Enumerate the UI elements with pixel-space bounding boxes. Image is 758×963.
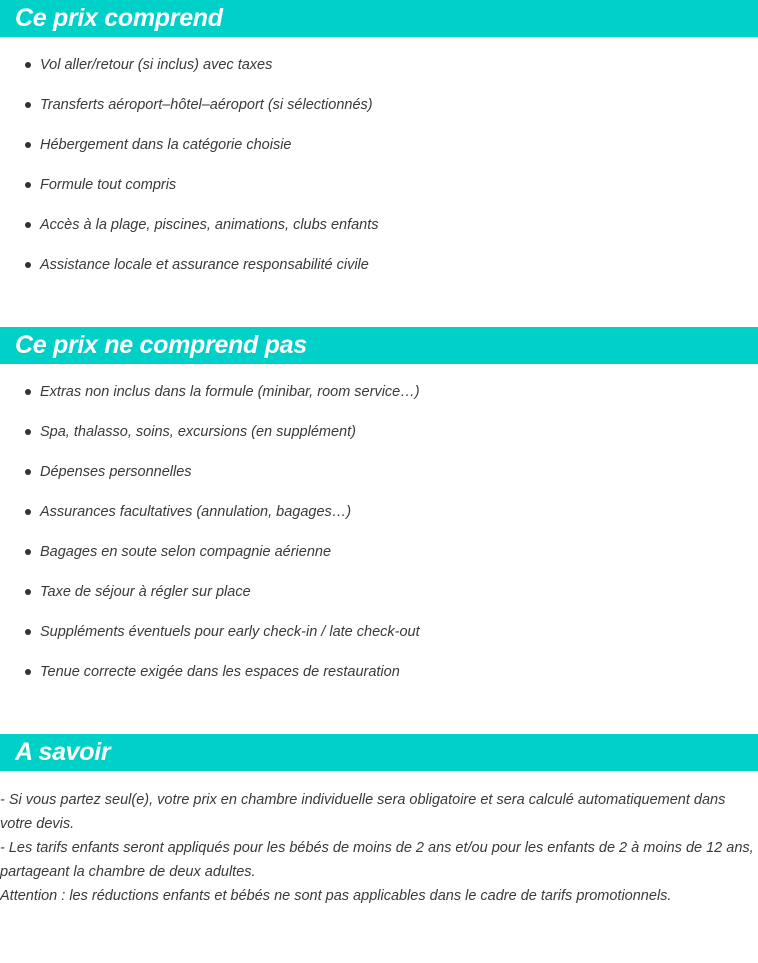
bullet-icon	[25, 222, 31, 228]
list-item	[0, 55, 379, 95]
list-item-text: Vol aller/retour (si inclus) avec taxes	[40, 57, 273, 73]
good-to-know-notes	[0, 788, 755, 908]
list-item-text: Tenue correcte exigée dans les espaces de restauration	[40, 664, 400, 680]
list-item-text: Accès à la plage, piscines, animations, clubs enfants	[40, 217, 379, 233]
list-item	[0, 135, 379, 175]
list-item	[0, 662, 420, 702]
bullet-icon	[25, 669, 31, 675]
bullet-icon	[25, 589, 31, 595]
list-item-text: Transferts aéroport–hôtel–aéroport (si sélectionnés)	[40, 97, 373, 113]
list-item	[0, 95, 379, 135]
list-item	[0, 175, 379, 215]
section-title-good-to-know: A savoir	[15, 738, 111, 766]
bullet-icon	[25, 429, 31, 435]
bullet-icon	[25, 629, 31, 635]
bullet-icon	[25, 102, 31, 108]
note-paragraph: - Si vous partez seul(e), votre prix en chambre individuelle sera obligatoire et sera calculé automatiquement dans votre devis.	[0, 792, 726, 832]
section-title-not-included: Ce prix ne comprend pas	[15, 331, 307, 359]
bullet-icon	[25, 509, 31, 515]
list-item	[0, 462, 420, 502]
list-item	[0, 255, 379, 295]
list-item	[0, 215, 379, 255]
bullet-icon	[25, 549, 31, 555]
section-title-included: Ce prix comprend	[15, 4, 223, 32]
bullet-icon	[25, 389, 31, 395]
bullet-icon	[25, 142, 31, 148]
list-item-text: Bagages en soute selon compagnie aérienne	[40, 544, 332, 560]
list-item-text: Suppléments éventuels pour early check-in / late check-out	[40, 624, 420, 640]
list-item-text: Hébergement dans la catégorie choisie	[40, 137, 292, 153]
list-item-text: Dépenses personnelles	[40, 464, 192, 480]
note-paragraph: Attention : les réductions enfants et bébés ne sont pas applicables dans le cadre de tarifs promotionnels.	[0, 888, 672, 904]
list-item-text: Assurances facultatives (annulation, bagages…)	[40, 504, 352, 520]
included-list	[0, 55, 379, 295]
bullet-icon	[25, 62, 31, 68]
list-item	[0, 502, 420, 542]
list-item	[0, 622, 420, 662]
list-item-text: Formule tout compris	[40, 177, 177, 193]
list-item	[0, 542, 420, 582]
bullet-icon	[25, 182, 31, 188]
bullet-icon	[25, 262, 31, 268]
list-item-text: Taxe de séjour à régler sur place	[40, 584, 251, 600]
list-item-text: Extras non inclus dans la formule (minibar, room service…)	[40, 384, 420, 400]
list-item	[0, 382, 420, 422]
section-header-included	[0, 0, 758, 37]
bullet-icon	[25, 469, 31, 475]
not-included-list	[0, 382, 420, 702]
list-item-text: Spa, thalasso, soins, excursions (en supplément)	[40, 424, 356, 440]
list-item	[0, 422, 420, 462]
section-header-good-to-know	[0, 734, 758, 771]
list-item-text: Assistance locale et assurance responsabilité civile	[40, 257, 369, 273]
list-item	[0, 582, 420, 622]
note-paragraph: - Les tarifs enfants seront appliqués pour les bébés de moins de 2 ans et/ou pour les enfants de 2 à moins de 12 ans, partageant la chambre de deux adultes.	[0, 840, 754, 880]
section-header-not-included	[0, 327, 758, 364]
